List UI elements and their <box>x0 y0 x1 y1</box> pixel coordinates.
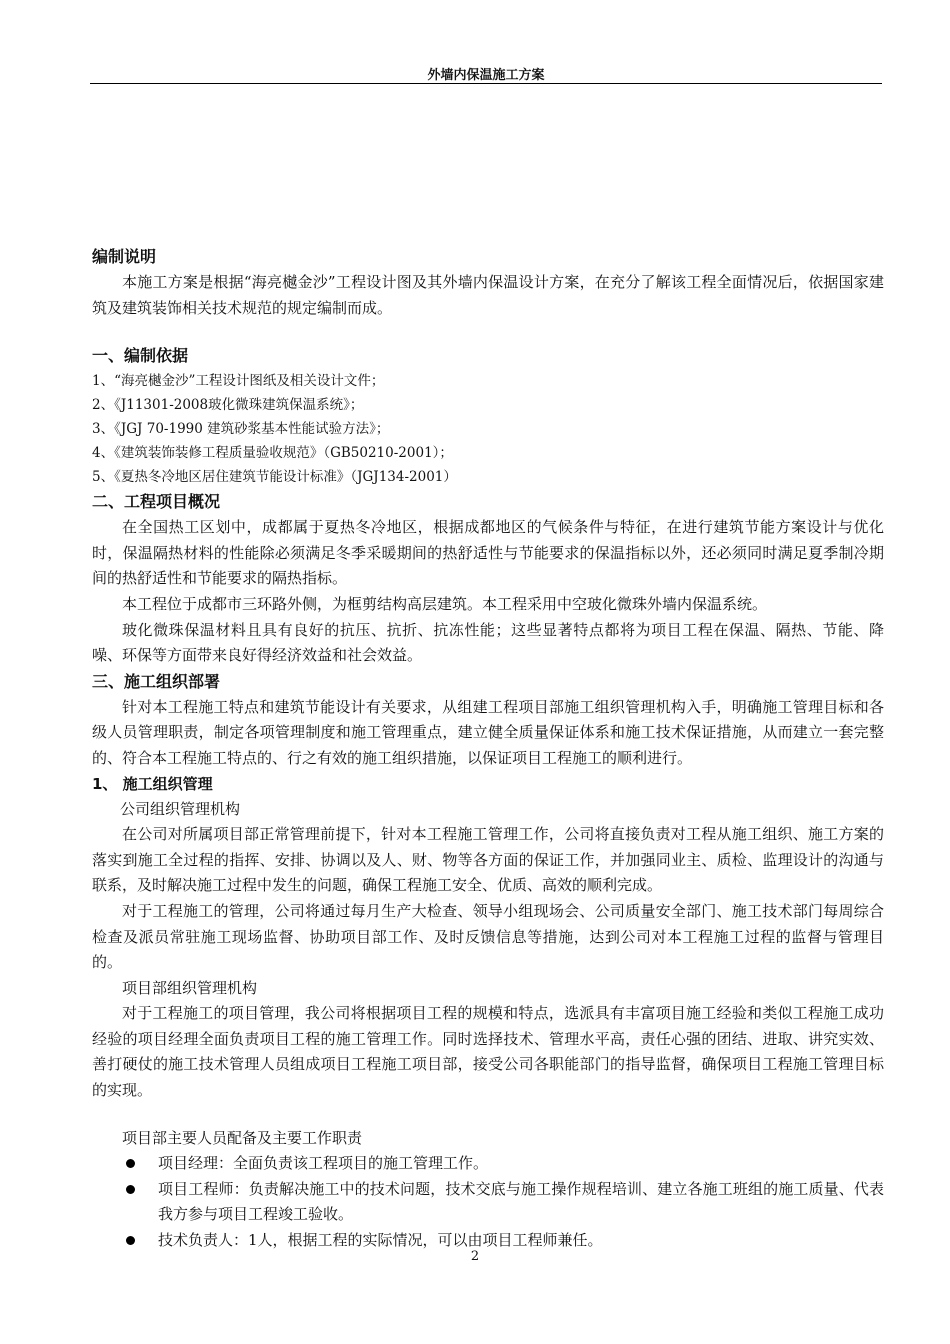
spacer <box>92 321 884 343</box>
header-divider <box>90 83 882 84</box>
staff-item <box>92 1151 884 1177</box>
bullet-icon <box>126 1185 135 1194</box>
project-structure-title: 项目部组织管理机构 <box>122 978 258 997</box>
staff-item-text: 技术负责人：1人，根据工程的实际情况，可以由项目工程师兼任。 <box>158 1231 603 1250</box>
overview-paragraph: 玻化微珠保温材料且具有良好的抗压、抗折、抗冻性能；这些显著特点都将为项目工程在保温、隔热、节能、降噪、环保等方面带来良好得经济效益和社会效益。 <box>92 620 884 665</box>
project-paragraph: 对于工程施工的项目管理，我公司将根据项目工程的规模和特点，选派具有丰富项目施工经验和类似工程施工成功经验的项目经理全面负责项目工程的施工管理工作。同时选择技术、管理水平高，责任心强的团结、进取、讲究实效、善打硬仗的施工技术管理人员组成项目工程施工项目部，接受公司各职能部门的指导监督，确保项目工程施工管理目标的实现。 <box>92 1004 884 1100</box>
staff-list <box>92 1151 884 1253</box>
document-body <box>92 244 884 1254</box>
overview-paragraph: 本工程位于成都市三环路外侧，为框剪结构高层建筑。本工程采用中空玻化微珠外墙内保温系统。 <box>122 594 768 613</box>
staff-item-text: 项目经理：全面负责该工程项目的施工管理工作。 <box>158 1154 489 1173</box>
company-paragraph: 在公司对所属项目部正常管理前提下，针对本工程施工管理工作，公司将直接负责对工程从施工组织、施工方案的落实到施工全过程的指挥、安排、协调以及人、财、物等各方面的保证工作，并加强同业主、质检、监理设计的沟通与联系，及时解决施工过程中发生的问题，确保工程施工安全、优质、高效的顺利完成。 <box>92 825 884 895</box>
staff-title: 项目部主要人员配备及主要工作职责 <box>122 1128 363 1147</box>
section-basis-heading: 一、编制依据 <box>92 346 189 366</box>
basis-item: 4、《建筑装饰装修工程质量验收规范》（GB50210-2001）； <box>92 445 453 462</box>
subsection-management-heading: 1、 施工组织管理 <box>92 774 213 793</box>
overview-paragraph: 在全国热工区划中，成都属于夏热冬冷地区，根据成都地区的气候条件与特征，在进行建筑节能方案设计与优化时，保温隔热材料的性能除必须满足冬季采暖期间的热舒适性与节能要求的保温指标以外，还必须同时满足夏季制冷期间的热舒适性和节能要求的隔热指标。 <box>92 518 884 588</box>
bullet-icon <box>126 1159 135 1168</box>
company-paragraph: 对于工程施工的管理，公司将通过每月生产大检查、领导小组现场会、公司质量安全部门、施工技术部门每周综合检查及派员常驻施工现场监督、协助项目部工作、及时反馈信息等措施，达到公司对本工程施工过程的监督与管理目的。 <box>92 901 884 972</box>
organization-intro: 针对本工程施工特点和建筑节能设计有关要求，从组建工程项目部施工组织管理机构入手，明确施工管理目标和各级人员管理职责，制定各项管理制度和施工管理重点，建立健全质量保证体系和施工技术保证措施，从而建立一套完整的、符合本工程施工特点的、行之有效的施工组织措施，以保证项目工程施工的顺利进行。 <box>92 697 884 767</box>
spacer <box>92 1104 884 1126</box>
company-structure-title: 公司组织管理机构 <box>120 799 241 818</box>
staff-item-text: 项目工程师：负责解决施工中的技术问题，技术交底与施工操作规程培训、建立各施工班组的施工质量、代表我方参与项目工程竣工验收。 <box>158 1179 884 1224</box>
preface-heading: 编制说明 <box>92 247 157 266</box>
preface-paragraph: 本施工方案是根据“海亮樾金沙”工程设计图及其外墙内保温设计方案，在充分了解该工程全面情况后，依据国家建筑及建筑装饰相关技术规范的规定编制而成。 <box>92 273 884 317</box>
basis-item: 2、《J11301-2008玻化微珠建筑保温系统》； <box>92 397 364 414</box>
section-organization-heading: 三、施工组织部署 <box>92 671 221 691</box>
basis-item: 5、《夏热冬冷地区居住建筑节能设计标准》（JGJ134-2001） <box>92 469 457 486</box>
basis-list <box>92 369 884 489</box>
section-overview-heading: 二、工程项目概况 <box>92 492 221 512</box>
basis-item: 1、“海亮樾金沙”工程设计图纸及相关设计文件； <box>92 373 385 390</box>
bullet-icon <box>126 1236 135 1245</box>
staff-item <box>92 1177 884 1228</box>
page-header-title: 外墙内保温施工方案 <box>427 68 545 83</box>
page-number: 2 <box>470 1249 480 1264</box>
basis-item: 3、《JGJ 70-1990 建筑砂浆基本性能试验方法》； <box>92 421 390 438</box>
